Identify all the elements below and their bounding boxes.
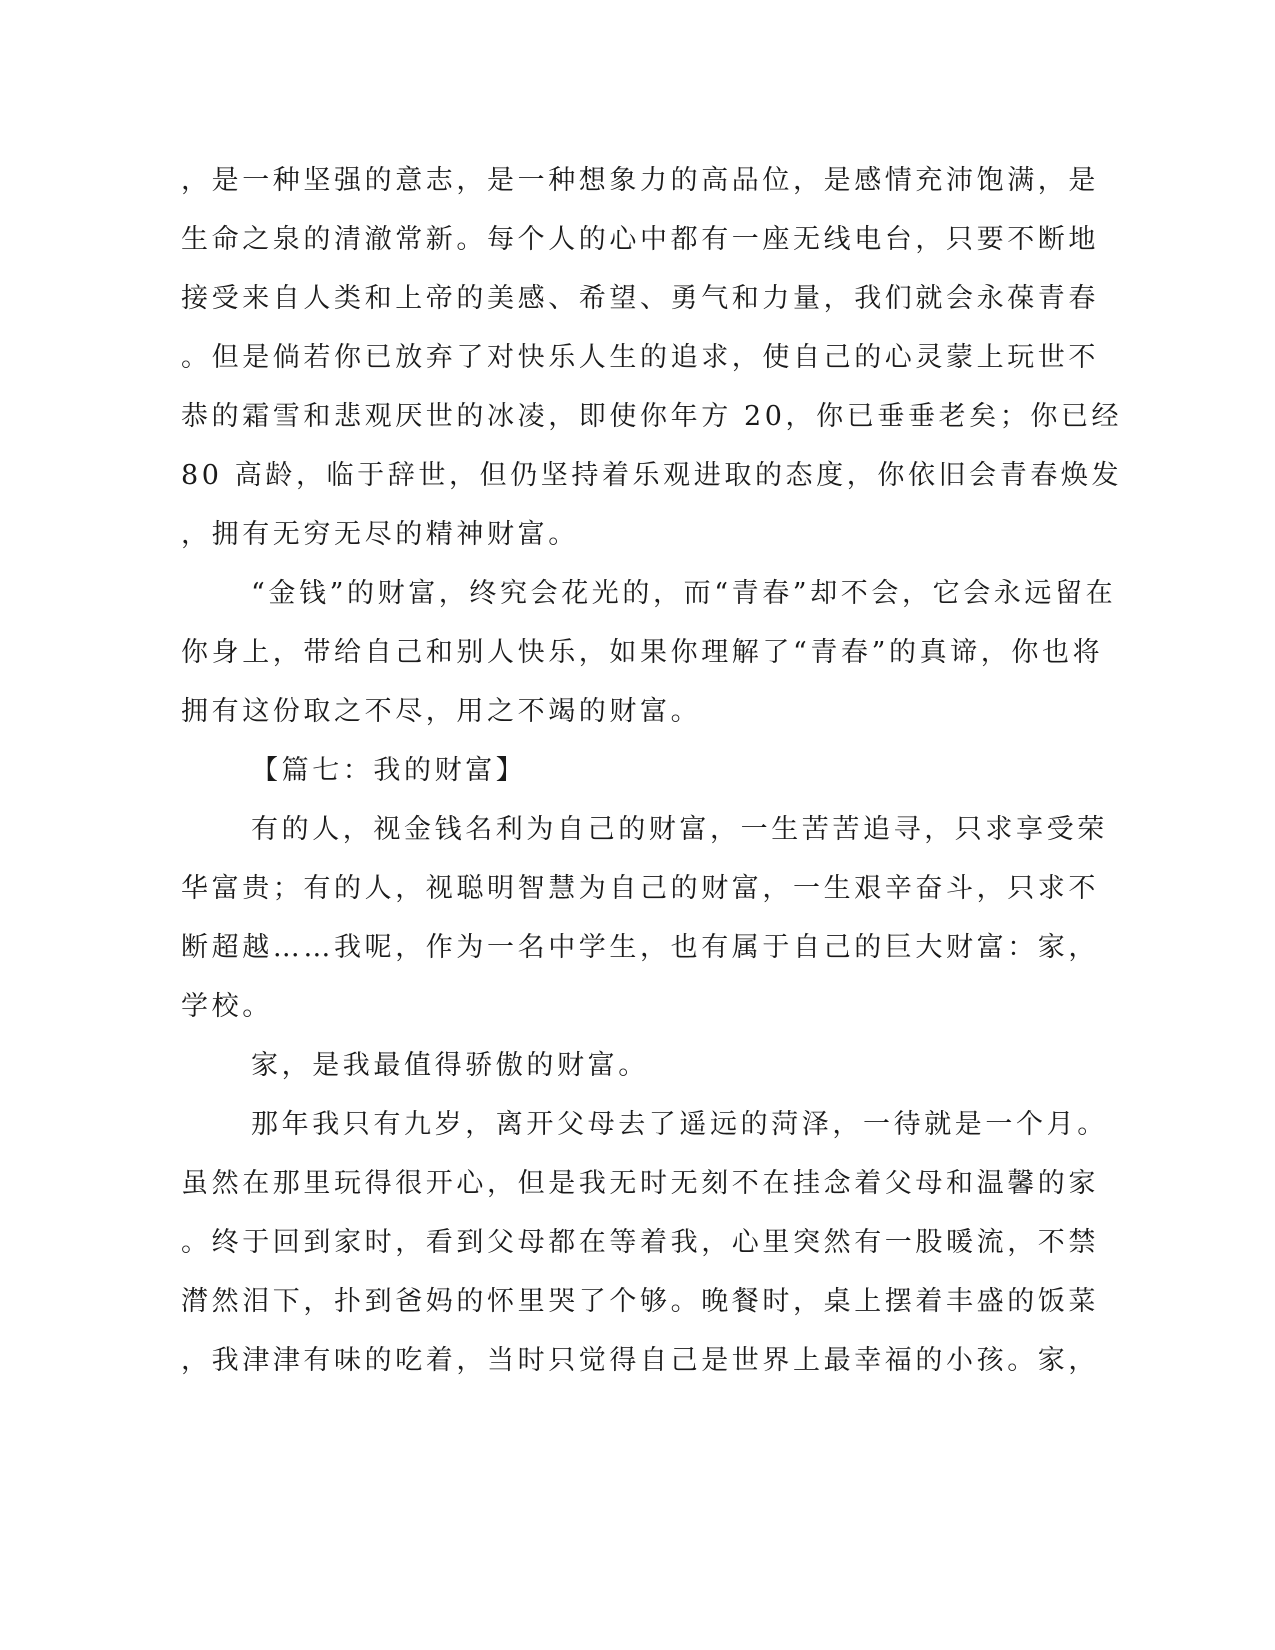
text-line: 80 高龄，临于辞世，但仍坚持着乐观进取的态度，你依旧会青春焕发 (181, 460, 1123, 491)
text-line: 家，是我最值得骄傲的财富。 (251, 1050, 649, 1081)
text-line: 潸然泪下，扑到爸妈的怀里哭了个够。晚餐时，桌上摆着丰盛的饭菜 (181, 1286, 1099, 1317)
text-line: 。但是倘若你已放弃了对快乐人生的追求，使自己的心灵蒙上玩世不 (181, 342, 1099, 373)
text-line: 虽然在那里玩得很开心，但是我无时无刻不在挂念着父母和温馨的家 (181, 1168, 1099, 1199)
text-line: 拥有这份取之不尽，用之不竭的财富。 (181, 696, 702, 727)
body-text (181, 160, 1123, 1399)
section-heading: 【篇七：我的财富】 (251, 755, 527, 786)
text-line: ，我津津有味的吃着，当时只觉得自己是世界上最幸福的小孩。家， (181, 1345, 1099, 1376)
text-line: 恭的霜雪和悲观厌世的冰凌，即使你年方 20，你已垂垂老矣；你已经 (181, 401, 1123, 432)
text-line: 有的人，视金钱名利为自己的财富，一生苦苦追寻，只求享受荣 (251, 814, 1108, 845)
text-line: ，是一种坚强的意志，是一种想象力的高品位，是感情充沛饱满，是 (181, 165, 1099, 196)
text-line: 那年我只有九岁，离开父母去了遥远的菏泽，一待就是一个月。 (251, 1109, 1108, 1140)
text-line: 。终于回到家时，看到父母都在等着我，心里突然有一股暖流，不禁 (181, 1227, 1099, 1258)
text-line: ，拥有无穷无尽的精神财富。 (181, 519, 579, 550)
text-line: “金钱”的财富，终究会花光的，而“青春”却不会，它会永远留在 (251, 578, 1117, 609)
text-line: 学校。 (181, 991, 273, 1022)
text-line: 华富贵；有的人，视聪明智慧为自己的财富，一生艰辛奋斗，只求不 (181, 873, 1099, 904)
text-line: 断超越……我呢，作为一名中学生，也有属于自己的巨大财富：家， (181, 932, 1099, 963)
text-line: 接受来自人类和上帝的美感、希望、勇气和力量，我们就会永葆青春 (181, 283, 1099, 314)
text-line: 生命之泉的清澈常新。每个人的心中都有一座无线电台，只要不断地 (181, 224, 1099, 255)
text-line: 你身上，带给自己和别人快乐，如果你理解了“青春”的真谛，你也将 (181, 637, 1104, 668)
